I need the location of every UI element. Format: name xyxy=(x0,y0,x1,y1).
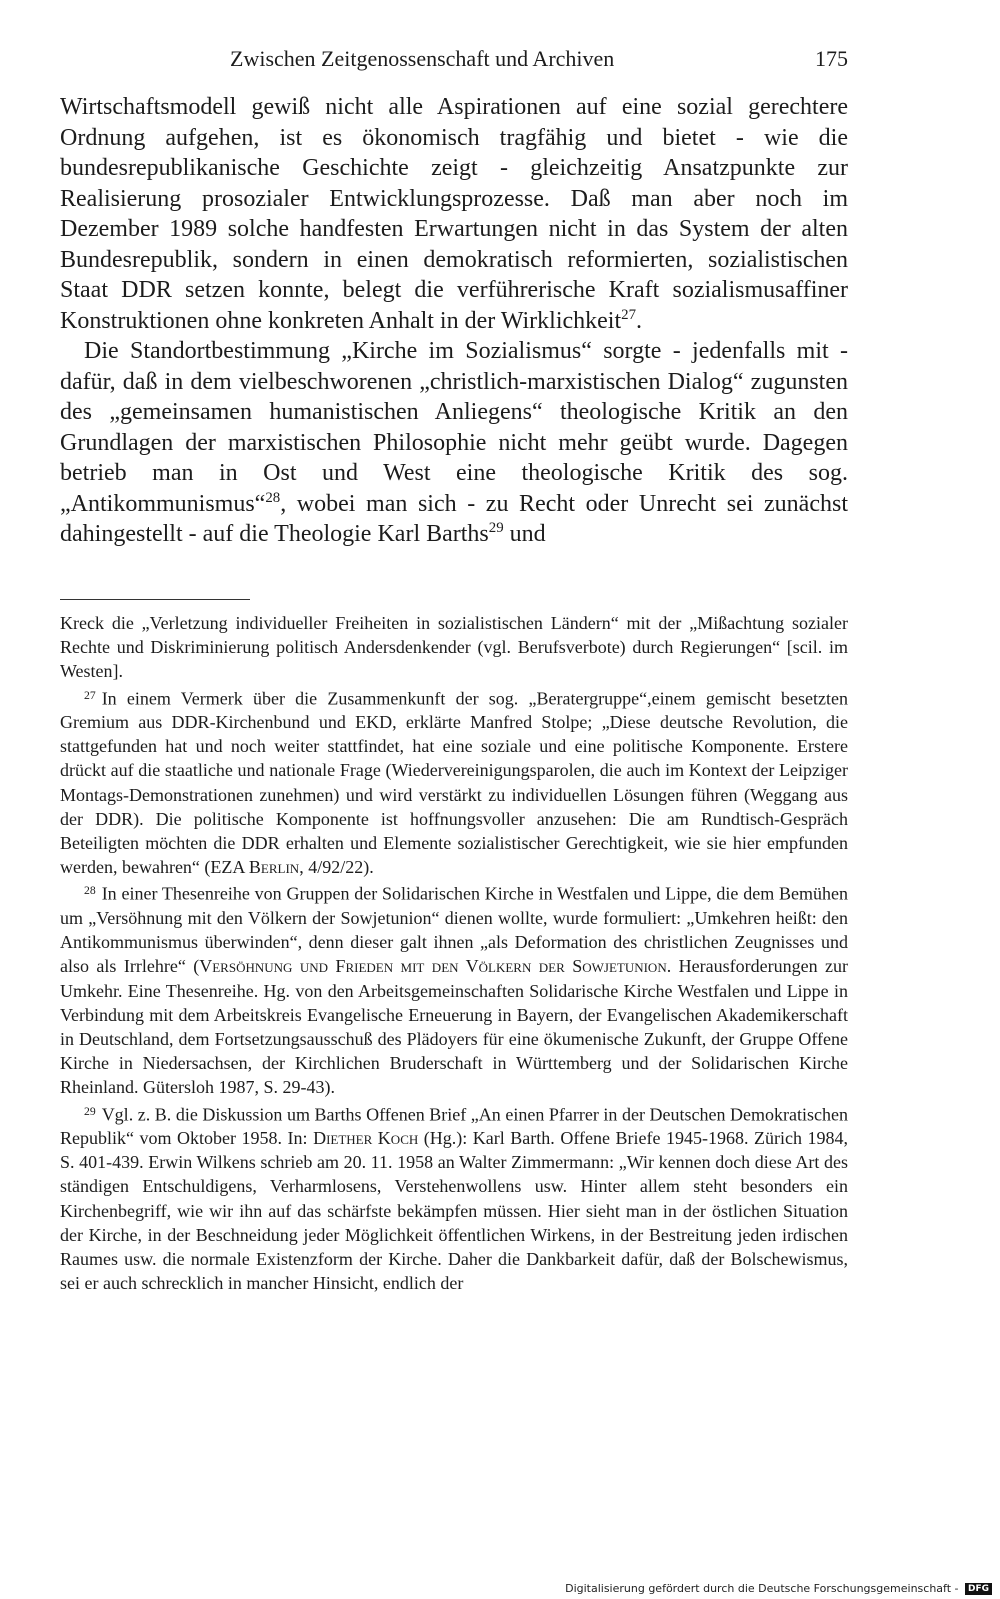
dfg-logo[interactable]: DFG xyxy=(965,1583,992,1595)
footnotes xyxy=(60,611,848,1295)
running-title: Zwischen Zeitgenossenschaft und Archiven xyxy=(230,46,615,71)
paragraph-1: Wirtschaftsmodell gewiß nicht alle Aspirationen auf eine sozial gerechtere Ordnung aufgehen, ist es ökonomisch tragfähig und bietet - wie die bundesrepublikanische Geschichte zeigt - gleichzeitig Ansatzpunkte zur Realisierung prosozialer Entwicklungsprozesse. Daß man aber noch im Dezember 1989 solche handfesten Erwartungen nicht in das System der alten Bundesrepublik, sondern in einen demokratisch reformierten, sozialistischen Staat DDR setzen konnte, belegt die verführerische Kraft sozialismusaffiner Konstruktionen ohne konkreten Anhalt in der Wirklichkeit$^{27}$. xyxy=(60,94,848,334)
footnote-27: $^{27}$ In einem Vermerk über die Zusammenkunft der sog. „Beratergruppe“,einem gemischt besetzten Gremium aus DDR-Kirchenbund und EKD, erklärte Manfred Stolpe; „Diese deutsche Revolution, die stattgefunden hat und noch weiter stattfindet, hat eine soziale und eine politische Komponente. Erstere drückt auf die staatliche und nationale Frage (Wiedervereinigungsparolen, die auch im Kontext der Leipziger Montags-Demonstrationen zunehmen) und wird verstärkt zu individuellen Lösungen führen (Weggang aus der DDR). Die politische Komponente ist hoffnungsvoller anzusehen: Die am Rundtisch-Gespräch Beteiligten möchten die DDR erhalten und Elemente sozialistischer Gerechtigkeit, wie sie hier empfunden werden, bewahren“ (EZA Berlin, 4/92/22). xyxy=(60,687,848,878)
footnote-29: $^{29}$ Vgl. z. B. die Diskussion um Barths Offenen Brief „An einen Pfarrer in der Deutschen Demokratischen Republik“ vom Oktober 1958. In: Diether Koch (Hg.): Karl Barth. Offene Briefe 1945-1968. Zürich 1984, S. 401-439. Erwin Wilkens schrieb am 20. 11. 1958 an Walter Zimmermann: „Wir kennen doch diese Art des ständigen Entschuldigens, Verharmlosens, Verstehenwollens usw. Hinter allem steht besonders ein Kirchenbegriff, wie wir ihn auf das schärfste bekämpfen müssen. Hier sieht man in der östlichen Situation der Kirche, in der Beschneidung jeder Möglichkeit öffentlichen Wirkens, in der Bestreitung jeden irdischen Raumes usw. die normale Existenzform der Kirche. Daher die Dankbarkeit dafür, daß der Bolschewismus, sei er auch schrecklich in mancher Hinsicht, endlich der xyxy=(60,1103,848,1294)
footnote-number: 27 xyxy=(84,688,96,702)
funding-note: Digitalisierung gefördert durch die Deutsche Forschungsgemeinschaft - xyxy=(565,1582,959,1595)
footnote-number: 29 xyxy=(84,1104,96,1118)
page-header xyxy=(60,46,848,80)
footnote-continuation: Kreck die „Verletzung individueller Freiheiten in sozialistischen Ländern“ mit der „Mißachtung sozialer Rechte und Diskriminierung politisch Andersdenkender (vgl. Berufsverbote) durch Regierungen“ [scil. im Westen]. xyxy=(60,613,848,682)
footnote-ref-28[interactable]: 28 xyxy=(265,489,281,506)
main-text xyxy=(60,92,848,550)
page-number: 175 xyxy=(815,46,848,71)
digitization-footer xyxy=(565,1582,992,1595)
footnote-28: $^{28}$ In einer Thesenreihe von Gruppen der Solidarischen Kirche in Westfalen und Lippe, die dem Bemühen um „Versöhnung mit den Völkern der Sowjetunion“ dienen wollte, wurde formuliert: „Umkehren heißt: den Antikommunismus überwinden“, denn dieser galt ihnen „als Deformation des christlichen Zeugnisses und also als Irrlehre“ (Versöhnung und Frieden mit den Völkern der Sowjetunion. Herausforderungen zur Umkehr. Eine Thesenreihe. Hg. von den Arbeitsgemeinschaften Solidarische Kirche Westfalen und Lippe in Verbindung mit dem Arbeitskreis Evangelische Erneuerung in Bayern, der Evangelischen Akademikerschaft in Deutschland, dem Fortsetzungsausschuß des Plädoyers für eine ökumenische Zukunft, der Gruppe Offene Kirche in Niedersachsen, der Kirchlichen Bruderschaft in Württemberg und der Solidarischen Kirche Rheinland. Gütersloh 1987, S. 29-43). xyxy=(60,883,848,1098)
footnote-number: 28 xyxy=(84,884,96,898)
footnote-ref-29[interactable]: 29 xyxy=(488,520,504,536)
footnote-ref-27[interactable]: 27 xyxy=(621,306,637,323)
paragraph-2: Die Standortbestimmung „Kirche im Sozialismus“ sorgte - jedenfalls mit - dafür, daß in dem vielbeschworenen „christlich-marxistischen Dialog“ zugunsten des „gemeinsamen humanistischen Anliegens“ theologische Kritik an den Grundlagen der marxistischen Philosophie nicht mehr geübt wurde. Dagegen betrieb man in Ost und West eine theologische Kritik des sog. „Antikommunismus“$^{28}$, wobei man sich - zu Recht oder Unrecht sei zunächst dahingestellt - auf die Theologie Karl Barths$^{29}$ und xyxy=(60,338,848,547)
footnote-divider xyxy=(60,599,250,600)
